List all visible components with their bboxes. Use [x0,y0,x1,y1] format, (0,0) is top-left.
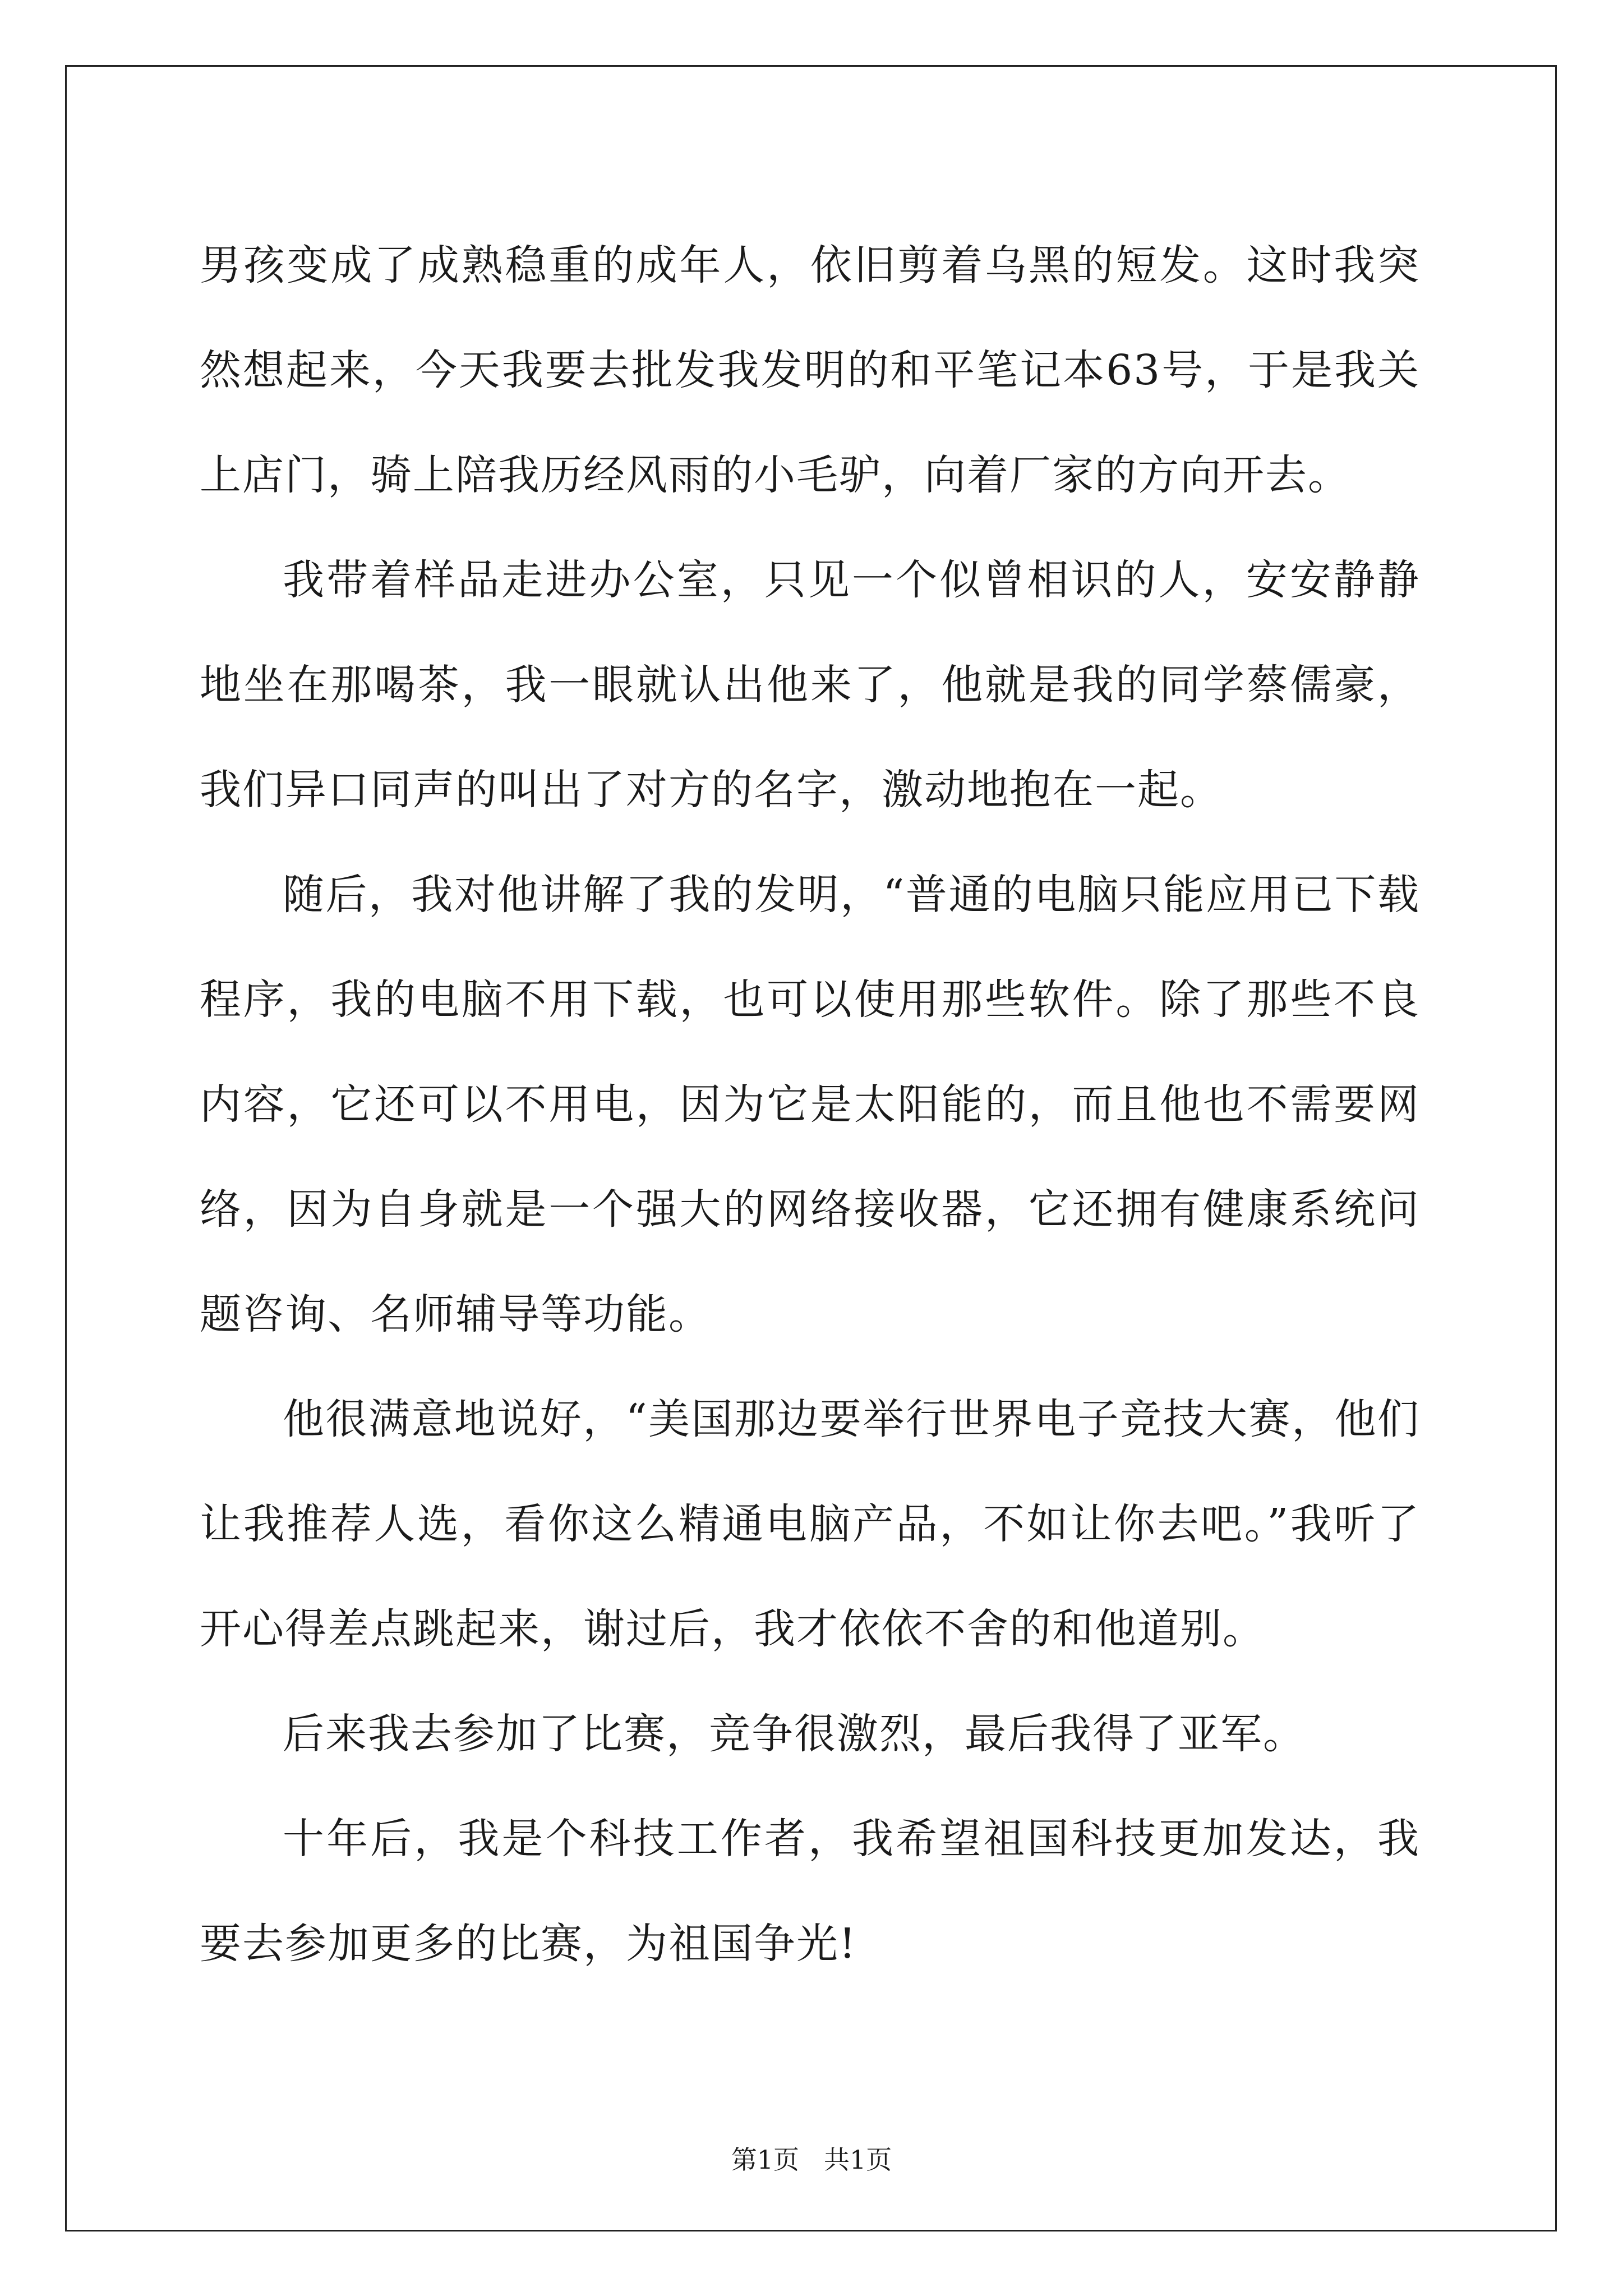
paragraph-4: 他很满意地说好，“美国那边要举行世界电子竞技大赛，他们让我推荐人选，看你这么精通电脑产品，不如让你去吧。”我听了开心得差点跳起来，谢过后，我才依依不舍的和他道别。 [200,1395,1420,1653]
paragraph-2: 我带着样品走进办公室，只见一个似曾相识的人，安安静静地坐在那喝茶，我一眼就认出他来了，他就是我的同学蔡儒豪，我们异口同声的叫出了对方的名字，激动地抱在一起。 [200,556,1420,814]
paragraph-5: 后来我去参加了比赛，竞争很激烈，最后我得了亚军。 [283,1710,1306,1758]
page-number-total: 共1页 [824,2145,892,2175]
page-footer [0,2143,1623,2177]
paragraph-6: 十年后，我是个科技工作者，我希望祖国科技更加发达，我要去参加更多的比赛，为祖国争光! [200,1815,1420,1968]
page-number-current: 第1页 [731,2145,799,2175]
paragraph-1: 男孩变成了成熟稳重的成年人，依旧剪着乌黑的短发。这时我突然想起来，今天我要去批发我发明的和平笔记本63号，于是我关上店门，骑上陪我历经风雨的小毛驴，向着厂家的方向开去。 [200,241,1420,499]
document-body [200,213,1420,1996]
paragraph-3: 随后，我对他讲解了我的发明，“普通的电脑只能应用已下载程序，我的电脑不用下载，也可以使用那些软件。除了那些不良内容，它还可以不用电，因为它是太阳能的，而且他也不需要网络，因为自身就是一个强大的网络接收器，它还拥有健康系统问题咨询、名师辅导等功能。 [200,871,1420,1338]
